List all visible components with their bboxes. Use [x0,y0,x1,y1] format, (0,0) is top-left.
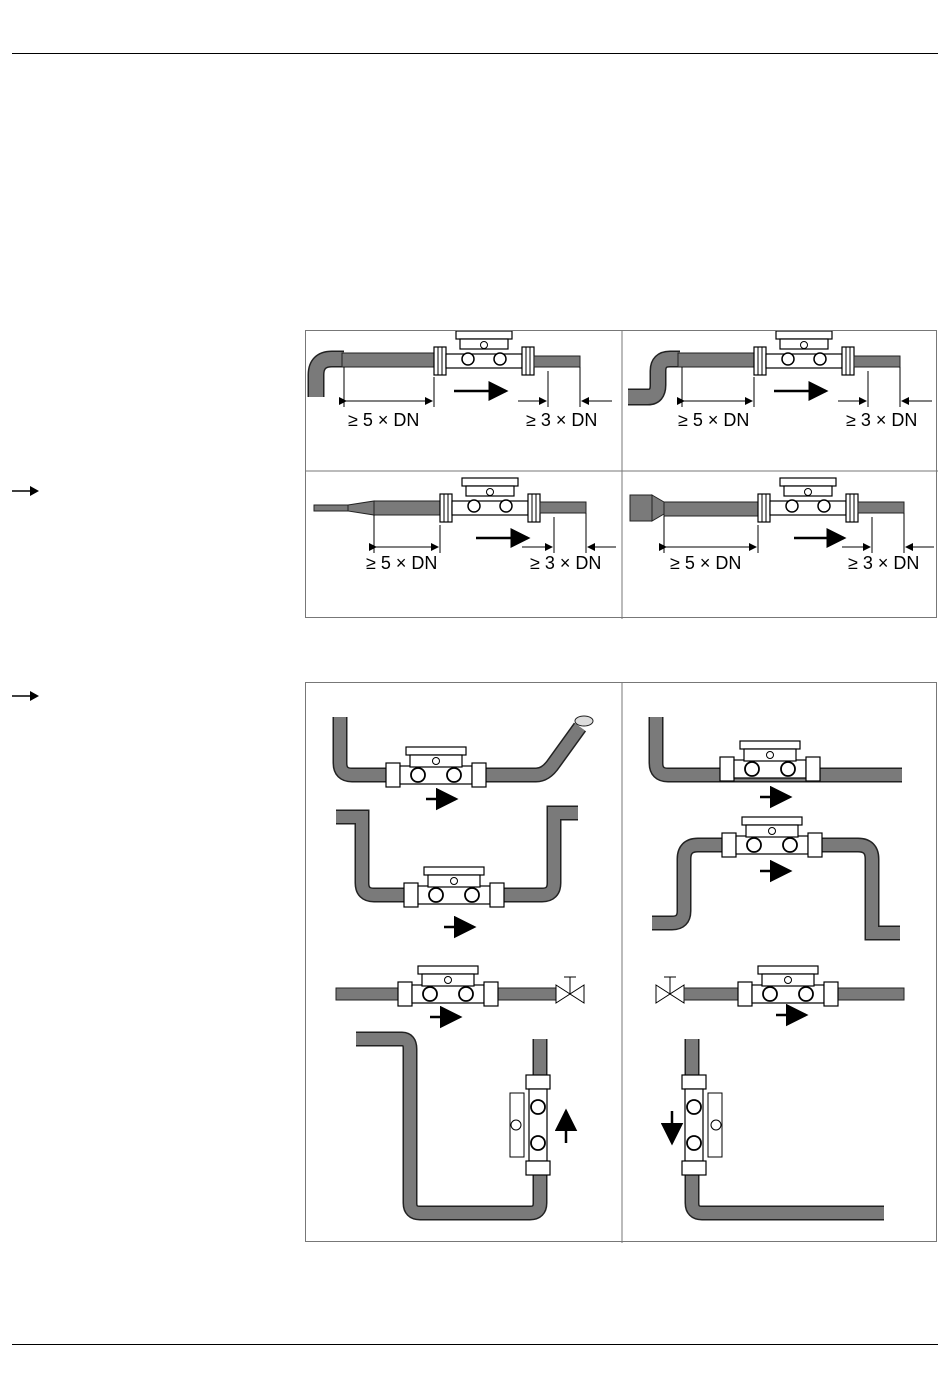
right-arrow-icon [12,689,40,703]
mounting-positions-figure [305,682,937,1242]
upstream-label: ≥ 5 × DN [348,410,420,430]
inlet-outlet-runs-figure [305,330,937,618]
header-rule [12,53,938,54]
mounting-correct-column [336,716,593,1213]
right-arrow-icon [12,484,40,498]
downstream-label: ≥ 3 × DN [526,410,598,430]
footer-rule [12,1344,938,1345]
panel-reducer-inlet [630,478,934,573]
upstream-label: ≥ 5 × DN [366,553,438,573]
panel-elbow-inlet [316,331,612,430]
panel-expander-inlet [314,478,616,573]
panel-double-elbow-inlet [628,331,932,430]
upstream-label: ≥ 5 × DN [670,553,742,573]
downstream-label: ≥ 3 × DN [848,553,920,573]
downstream-label: ≥ 3 × DN [846,410,918,430]
mounting-incorrect-column [652,717,904,1213]
upstream-label: ≥ 5 × DN [678,410,750,430]
downstream-label: ≥ 3 × DN [530,553,602,573]
